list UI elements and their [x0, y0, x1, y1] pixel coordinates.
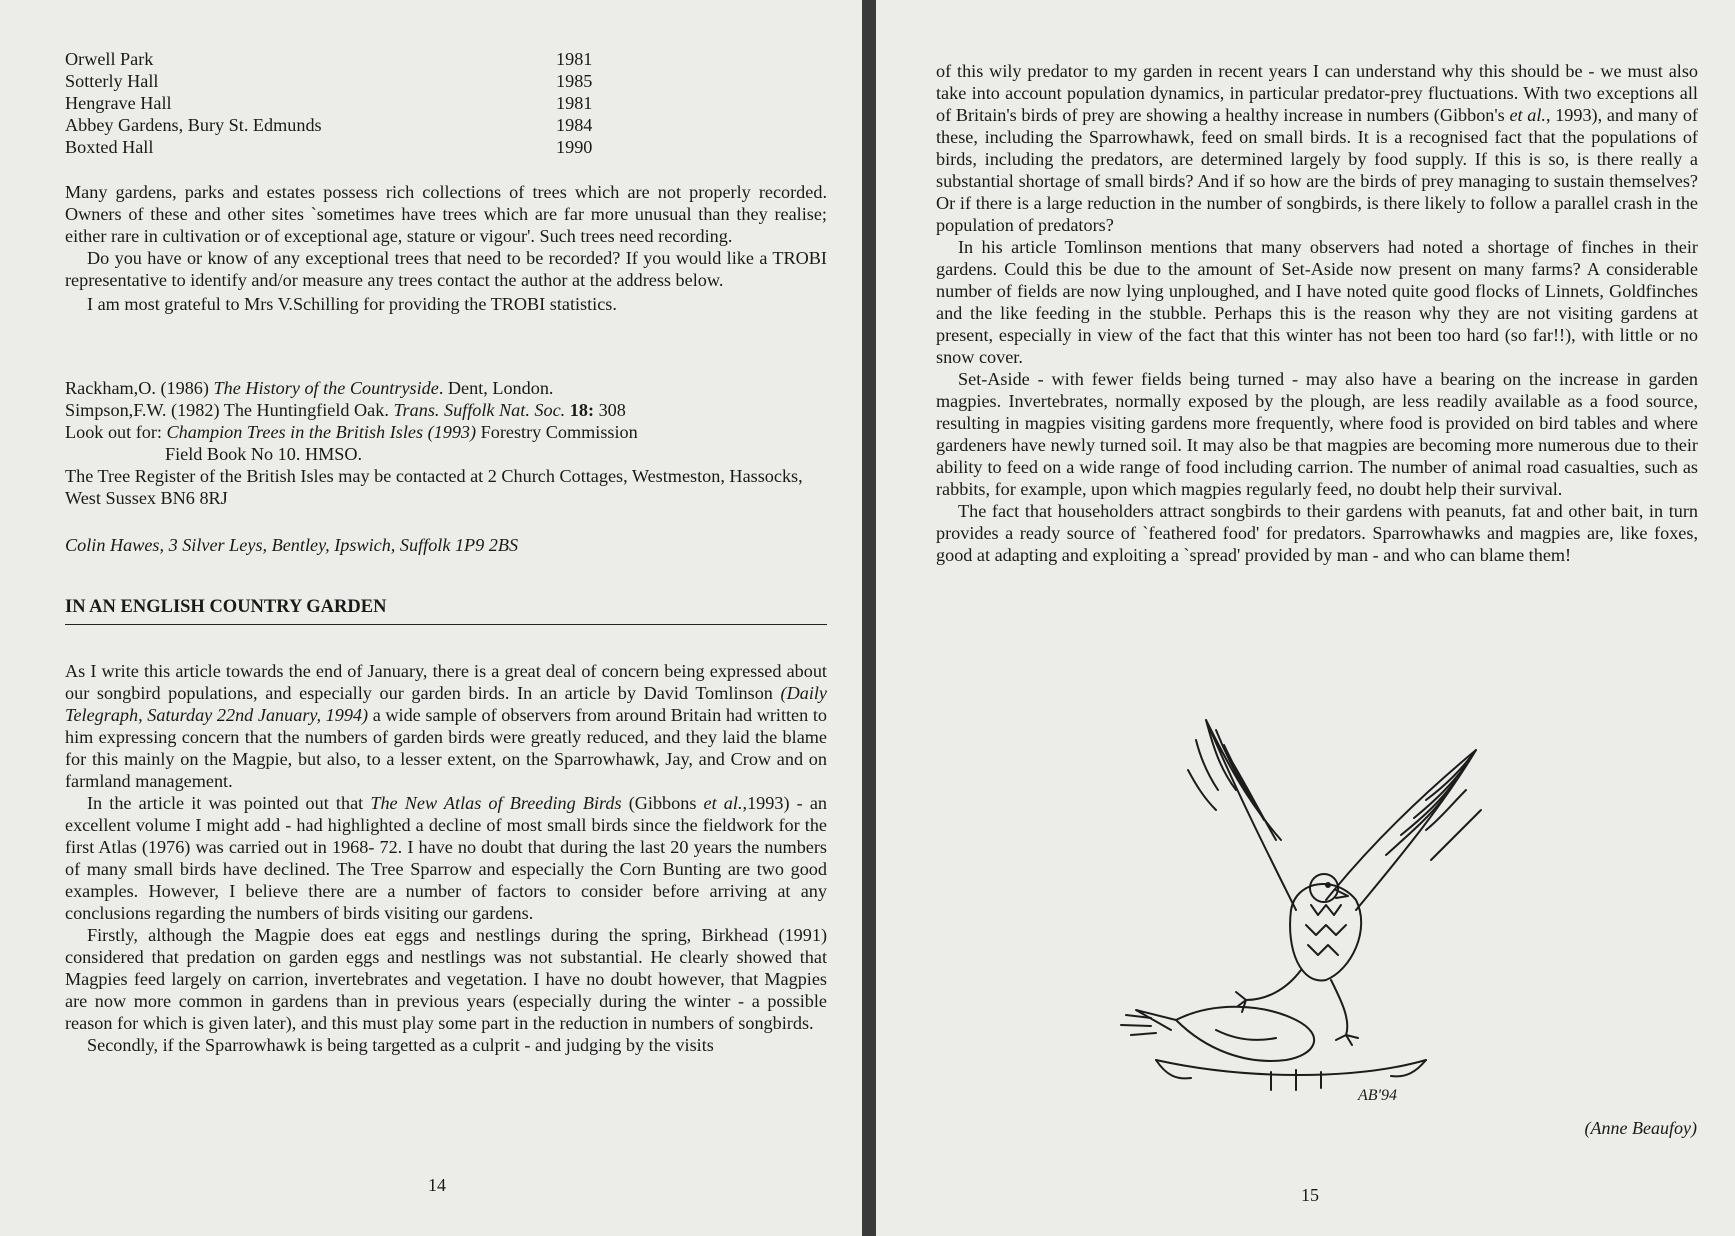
ref-volume: 18:	[565, 400, 595, 420]
article-body	[65, 660, 827, 1056]
ref-title: The History of the Countryside	[213, 378, 439, 398]
list-item	[65, 136, 645, 158]
list-item-year: 1984	[556, 115, 593, 135]
ref-text: . Dent, London.	[438, 378, 554, 398]
author-address: Colin Hawes, 3 Silver Leys, Bentley, Ipswich, Suffolk 1P9 2BS	[65, 535, 519, 555]
body-italic: et al.	[703, 793, 743, 813]
body-italic: et al.	[1509, 105, 1546, 125]
ref-text: Rackham,O. (1986)	[65, 378, 214, 398]
article-body-continued	[936, 60, 1698, 566]
list-item	[65, 48, 645, 70]
list-item-year: 1981	[556, 93, 593, 113]
hawk-body-icon	[1290, 884, 1361, 980]
list-item	[65, 114, 645, 136]
reference	[65, 399, 845, 421]
bird-feeder-icon	[1156, 1060, 1426, 1075]
list-item-year: 1990	[556, 137, 593, 157]
body-text: of this wily predator to my garden in recent years I can understand why this should be - we must also take into account population dynamics, in particular predator-prey fluctuations. With two exceptions all of Britain's birds of prey are showing a healthy increase in numbers (Gibbon's	[936, 61, 1698, 125]
list-item-name: Boxted Hall	[65, 137, 154, 157]
body-text: a wide sample of observers from around Britain had written to him expressing concern that the numbers of garden birds were greatly reduced, and they laid the blame for this mainly on the Magpie, but also, to a lesser extent, on the Sparrowhawk, Jay, and Crow and on farmland management.	[65, 705, 827, 791]
list-item	[65, 70, 645, 92]
list-item-name: Hengrave Hall	[65, 93, 172, 113]
paragraph: The fact that householders attract songbirds to their gardens with peanuts, fat and other bait, in turn provides a ready source of `feathered food' for predators. Sparrowhawks and magpies are, like foxes, good at adapting and exploiting a `spread' provided by man - and who can blame them!	[936, 501, 1698, 565]
list-item-name: Orwell Park	[65, 49, 154, 69]
paragraph: Firstly, although the Magpie does eat eggs and nestlings during the spring, Birkhead (1991) considered that predation on garden eggs and nestlings was not substantial. He clearly showed that Magpies feed largely on carrion, invertebrates and vegetation. I have no doubt however, that Magpies are now more common in gardens than in previous years (especially during the winter - a possible reason for which is given later), and this must play some part in the reduction in numbers of songbirds.	[65, 925, 827, 1033]
references	[65, 377, 845, 509]
paragraph: I am most grateful to Mrs V.Schilling for providing the TROBI statistics.	[87, 294, 617, 314]
ref-text: Simpson,F.W. (1982) The Huntingfield Oak.	[65, 400, 394, 420]
body-text: As I write this article towards the end of January, there is a great deal of concern being expressed about our songbird populations, and especially our garden birds. In an article by David Tomlinson	[65, 661, 827, 703]
paragraph: Set-Aside - with fewer fields being turned - may also have a bearing on the increase in garden magpies. Invertebrates, normally exposed by the plough, are less readily available as a food source, resulting in magpies visiting gardens more frequently, where food is provided on bird tables and where gardeners have newly turned soil. It may also be that magpies are becoming more numerous due to their ability to feed on a wide range of food including carrion. The number of animal road casualties, such as rabbits, for example, upon which magpies regularly feed, no doubt help their survival.	[936, 369, 1698, 499]
paragraph	[65, 792, 827, 924]
list-item-name: Sotterly Hall	[65, 71, 159, 91]
right-wing-icon	[1326, 750, 1476, 910]
paragraph: In his article Tomlinson mentions that many observers had noted a shortage of finches in their gardens. Could this be due to the amount of Set-Aside now present on many farms? A considerable number of fields are now lying unploughed, and I have noted quite good flocks of Linnets, Goldfinches and the like feeding in the stubble. Perhaps this is the reason why they are not visiting gardens at present, especially in view of the fact that this winter has not been too hard (so far!!), with little or no snow cover.	[936, 237, 1698, 367]
list-item-year: 1981	[556, 49, 593, 69]
left-page	[0, 0, 862, 1236]
book-spine	[862, 0, 876, 1236]
paragraph	[65, 660, 827, 792]
illustration-signature: AB'94	[1358, 1087, 1397, 1104]
prey-bird-icon	[1176, 1007, 1314, 1061]
left-wing-icon	[1206, 720, 1296, 910]
page-number: 15	[1301, 1185, 1319, 1205]
body-italic: The New Atlas of Breeding Birds	[370, 793, 622, 813]
body-text: ,1993) - an excellent volume I might add - had highlighted a decline of most small birds since the fieldwork for the first Atlas (1976) was carried out in 1968- 72. I have no doubt that during the last 20 years the numbers of many small birds have declined. The Tree Sparrow and especially the Corn Bunting are two good examples. However, I believe there are a number of factors to consider before arriving at any conclusions regarding the numbers of birds visiting our gardens.	[65, 793, 827, 923]
ref-title: Trans. Suffolk Nat. Soc.	[393, 400, 566, 420]
list-item	[65, 92, 645, 114]
ref-text: Forestry Commission	[476, 422, 638, 442]
right-page	[876, 0, 1735, 1236]
body-text: , 1993), and many of these, including the Sparrowhawk, feed on small birds. It is a recognised fact that the populations of birds, including the predators, are determined largely by food supply. If this is so, is there really a substantial shortage of small birds? And if so how are the birds of prey managing to sustain themselves? Or if there is a large reduction in the number of songbirds, is there likely to follow a parallel crash in the population of predators?	[936, 105, 1698, 235]
paragraph: Many gardens, parks and estates possess rich collections of trees which are not properly recorded. Owners of these and other sites `sometimes have trees which are far more unusual than they realise; either rare in cultivation or of exceptional age, stature or vigour'. Such trees need recording.	[65, 182, 827, 246]
body-text: In the article it was pointed out that	[87, 793, 371, 813]
paragraph: Secondly, if the Sparrowhawk is being targetted as a culprit - and judging by the visits	[87, 1035, 714, 1055]
paragraph	[936, 60, 1698, 236]
reference	[65, 377, 845, 399]
illustration-credit: (Anne Beaufoy)	[1584, 1118, 1697, 1138]
tree-list	[65, 48, 645, 158]
ref-text: 308	[594, 400, 626, 420]
paragraph: Do you have or know of any exceptional trees that need to be recorded? If you would like a TROBI representative to identify and/or measure any trees contact the author at the address below.	[65, 248, 827, 290]
ref-title: Champion Trees in the British Isles (1993)	[166, 422, 477, 442]
body-italic: (Daily Telegraph, Saturday 22nd January, 1994)	[65, 683, 827, 725]
reference-continuation: Field Book No 10. HMSO.	[165, 444, 363, 464]
section-title: IN AN ENGLISH COUNTRY GARDEN	[65, 596, 827, 625]
sparrowhawk-illustration	[1096, 700, 1516, 1110]
list-item-name: Abbey Gardens, Bury St. Edmunds	[65, 115, 322, 135]
reference: The Tree Register of the British Isles may be contacted at 2 Church Cottages, Westmeston, Hassocks, West Sussex BN6 8RJ	[65, 466, 803, 508]
body-text: (Gibbons	[621, 793, 704, 813]
reference	[65, 421, 845, 443]
page-number: 14	[428, 1175, 446, 1195]
ref-text: Look out for:	[65, 422, 167, 442]
trees-text	[65, 181, 827, 315]
list-item-year: 1985	[556, 71, 593, 91]
